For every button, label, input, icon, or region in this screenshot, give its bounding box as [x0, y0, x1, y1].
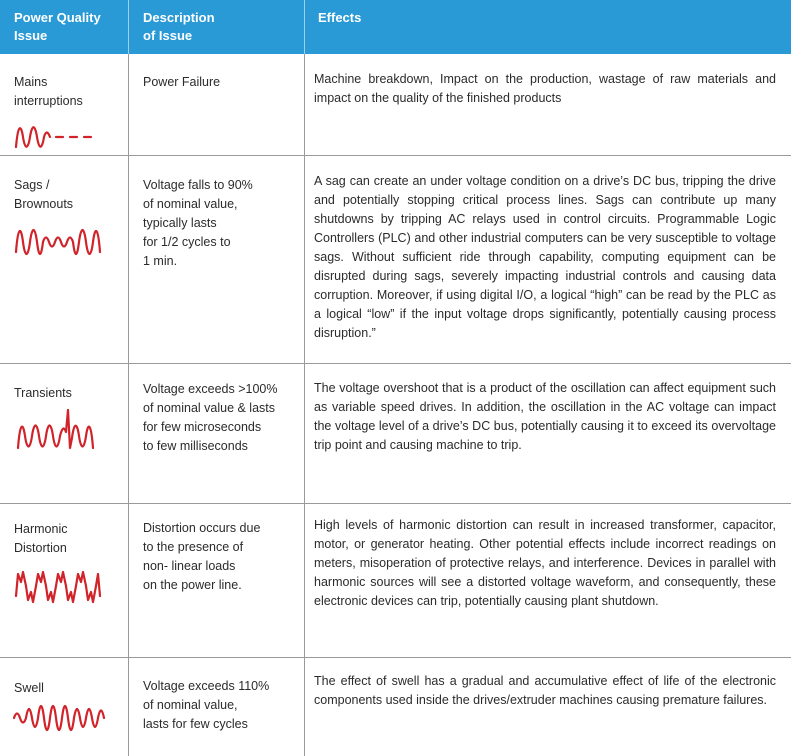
issue-effect: A sag can create an under voltage condition on a drive’s DC bus, tripping the drive and potentially stopping critical process lines. Sags can contribute up many shutdowns by tripping AC relays used in control circuits. Programmable Logic Controllers (PLC) and other industrial computers can be very susceptible to voltage sags. Without sufficient ride through capability, computing equipment can be disrupted during sags, severely impacting industrial controls and causing data corruption. Moreover, if using digital I/O, a logical “high” can be read by the PLC as a logical “low” if the input voltage drops significantly, potentially causing process disruption.” [314, 174, 776, 340]
column-divider [304, 364, 305, 504]
column-divider [304, 156, 305, 364]
table-row [0, 504, 791, 658]
issue-name: Harmonic Distortion [14, 522, 68, 555]
swell-wave-icon [10, 698, 110, 738]
issue-name: Swell [14, 681, 44, 695]
issue-effect: High levels of harmonic distortion can result in increased transformer, capacitor, motor, or generator heating. Other potential effects include incorrect readings on meters, misoperation of protective relays, and interference. Devices in parallel with harmonic sources will see a distorted voltage waveform, and consequently, these electronic devices can trip, potentially causing plant shutdown. [314, 518, 776, 608]
table-row [0, 658, 791, 756]
table-header [0, 0, 791, 54]
column-divider [304, 658, 305, 756]
header-power-quality-issue: Power Quality Issue [14, 10, 101, 43]
issue-description: Distortion occurs due to the presence of non- linear loads on the power line. [143, 521, 261, 592]
column-divider [304, 504, 305, 658]
column-divider [128, 156, 129, 364]
harmonic-distortion-wave-icon [10, 564, 110, 608]
issue-effect: The effect of swell has a gradual and accumulative effect of life of the electronic components used inside the drives/extruder machines causing premature failures. [314, 674, 776, 707]
column-divider [128, 504, 129, 658]
column-divider [128, 54, 129, 156]
column-divider [128, 364, 129, 504]
table-row [0, 54, 791, 156]
sag-wave-icon [10, 222, 110, 262]
issue-description: Voltage exceeds 110% of nominal value, lasts for few cycles [143, 679, 270, 731]
table-row [0, 156, 791, 364]
column-divider [304, 54, 305, 156]
issue-effect: Machine breakdown, Impact on the production, wastage of raw materials and impact on the quality of the finished products [314, 72, 776, 105]
header-divider [128, 0, 129, 54]
issue-name: Sags / Brownouts [14, 178, 74, 211]
header-effects: Effects [318, 10, 362, 25]
column-divider [128, 658, 129, 756]
issue-description: Voltage falls to 90% of nominal value, typically lasts for 1/2 cycles to 1 min. [143, 178, 253, 268]
issue-name: Transients [14, 386, 72, 400]
table-row [0, 364, 791, 504]
transient-wave-icon [10, 408, 100, 458]
issue-name: Mains interruptions [14, 75, 83, 108]
header-description: Description of Issue [143, 10, 215, 43]
issue-description: Power Failure [143, 75, 221, 89]
issue-description: Voltage exceeds >100% of nominal value & lasts for few microseconds to few milliseconds [143, 382, 278, 453]
mains-interruption-wave-icon [10, 120, 100, 154]
header-divider [304, 0, 305, 54]
issue-effect: The voltage overshoot that is a product of the oscillation can affect equipment such as variable speed drives. In addition, the oscillation in the AC voltage can impact the voltage level of a drive’s DC bus, potentially causing it to exceed its overvoltage trip point and causing machine to trip. [314, 381, 776, 452]
